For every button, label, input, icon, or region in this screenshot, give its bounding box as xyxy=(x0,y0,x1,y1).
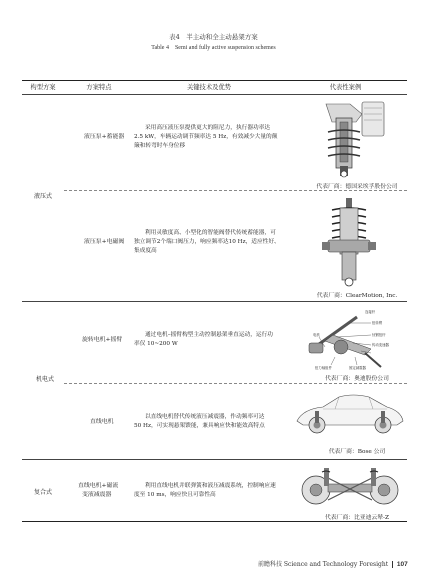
page-number: 107 xyxy=(396,561,408,568)
linear-motor-mr-damper-figure xyxy=(294,464,406,510)
manufacturer-label: 代表厂商：德国采埃孚股份公司 xyxy=(316,184,398,190)
group-hydraulic: 液压式 xyxy=(34,193,53,200)
smart-valve-actuator-figure xyxy=(320,196,378,288)
rotary-motor-rocker-figure xyxy=(305,307,403,371)
table-top-rule xyxy=(22,80,407,81)
figure-label: 钛钢扭杆 xyxy=(372,333,386,337)
scheme-label: 液压泵+电磁阀 xyxy=(84,239,125,245)
footer-divider xyxy=(392,561,393,568)
figure-label: 扭力轴组件 xyxy=(315,366,332,370)
figure-label: 固定减震器 xyxy=(349,366,366,370)
row-separator xyxy=(64,383,407,384)
tech-description: 利用直线电机并联弹簧和液压减震系统，控制响应速 度至 10 ms，响应快且可靠性高 xyxy=(134,483,276,498)
group-composite: 复合式 xyxy=(34,489,53,496)
tech-description: 采用高压液压泵提供更大的阻尼力，执行器功率达 2.5 kW，车辆运动调节频率达 5 Hz，有效减少大量的颠 簸和转弯时车身位移 xyxy=(134,125,278,149)
figure-label: 扭转臂 xyxy=(372,321,383,325)
hydraulic-actuator-figure xyxy=(306,98,390,178)
group-separator xyxy=(22,301,407,302)
row-separator xyxy=(64,190,407,191)
journal-name: 前瞻科技 Science and Technology Foresight xyxy=(258,561,389,568)
table-header-rule xyxy=(22,94,407,95)
manufacturer-label: 代表厂商：奥迪股份公司 xyxy=(325,376,389,382)
manufacturer-label: 代表厂商：比亚迪云辇-Z xyxy=(325,515,389,521)
tech-description: 以直线电机替代传统液压减震器，作动频率可达 50 Hz，可实现悬架馈能，兼具响应快和能效高特点 xyxy=(134,414,265,429)
scheme-label: 液压泵+蓄能器 xyxy=(84,134,125,140)
header-scheme: 方案特点 xyxy=(86,84,112,91)
table-caption-en: Table 4 Semi and fully active suspension schemes xyxy=(151,45,276,51)
header-tech: 关键技术及优势 xyxy=(186,84,232,91)
scheme-label: 直线电机 xyxy=(90,419,114,425)
figure-label: 电机 xyxy=(313,333,320,337)
page-footer xyxy=(258,559,408,568)
header-type: 构型方案 xyxy=(30,84,56,91)
tech-description: 通过电机–摇臂构型主动控制悬架垂直运动，运行功 率仅 10~200 W xyxy=(134,332,273,347)
group-electric: 机电式 xyxy=(36,376,55,383)
header-example: 代表性案例 xyxy=(329,84,362,91)
figure-label: 连接杆 xyxy=(365,310,376,314)
scheme-label: 直线电机+磁流 变液减震器 xyxy=(78,483,119,498)
manufacturer-label: 代表厂商：Bose 公司 xyxy=(328,449,386,455)
figure-label: 传动变速器 xyxy=(372,343,389,347)
group-separator xyxy=(22,459,407,460)
tech-description: 利用灵敏度高、小型化的智能阀替代传统蓄能器，可 独立调节2个端口阀压力，响应频率达10 Hz，适应性好、 集成度高 xyxy=(134,230,280,254)
table-bottom-rule xyxy=(22,521,407,522)
scheme-label: 旋转电机+摇臂 xyxy=(82,337,123,343)
table-caption-cn: 表4 半主动和全主动悬架方案 xyxy=(169,33,258,41)
manufacturer-label: 代表厂商：ClearMotion, Inc. xyxy=(316,293,398,299)
linear-motor-car-figure xyxy=(293,389,407,437)
